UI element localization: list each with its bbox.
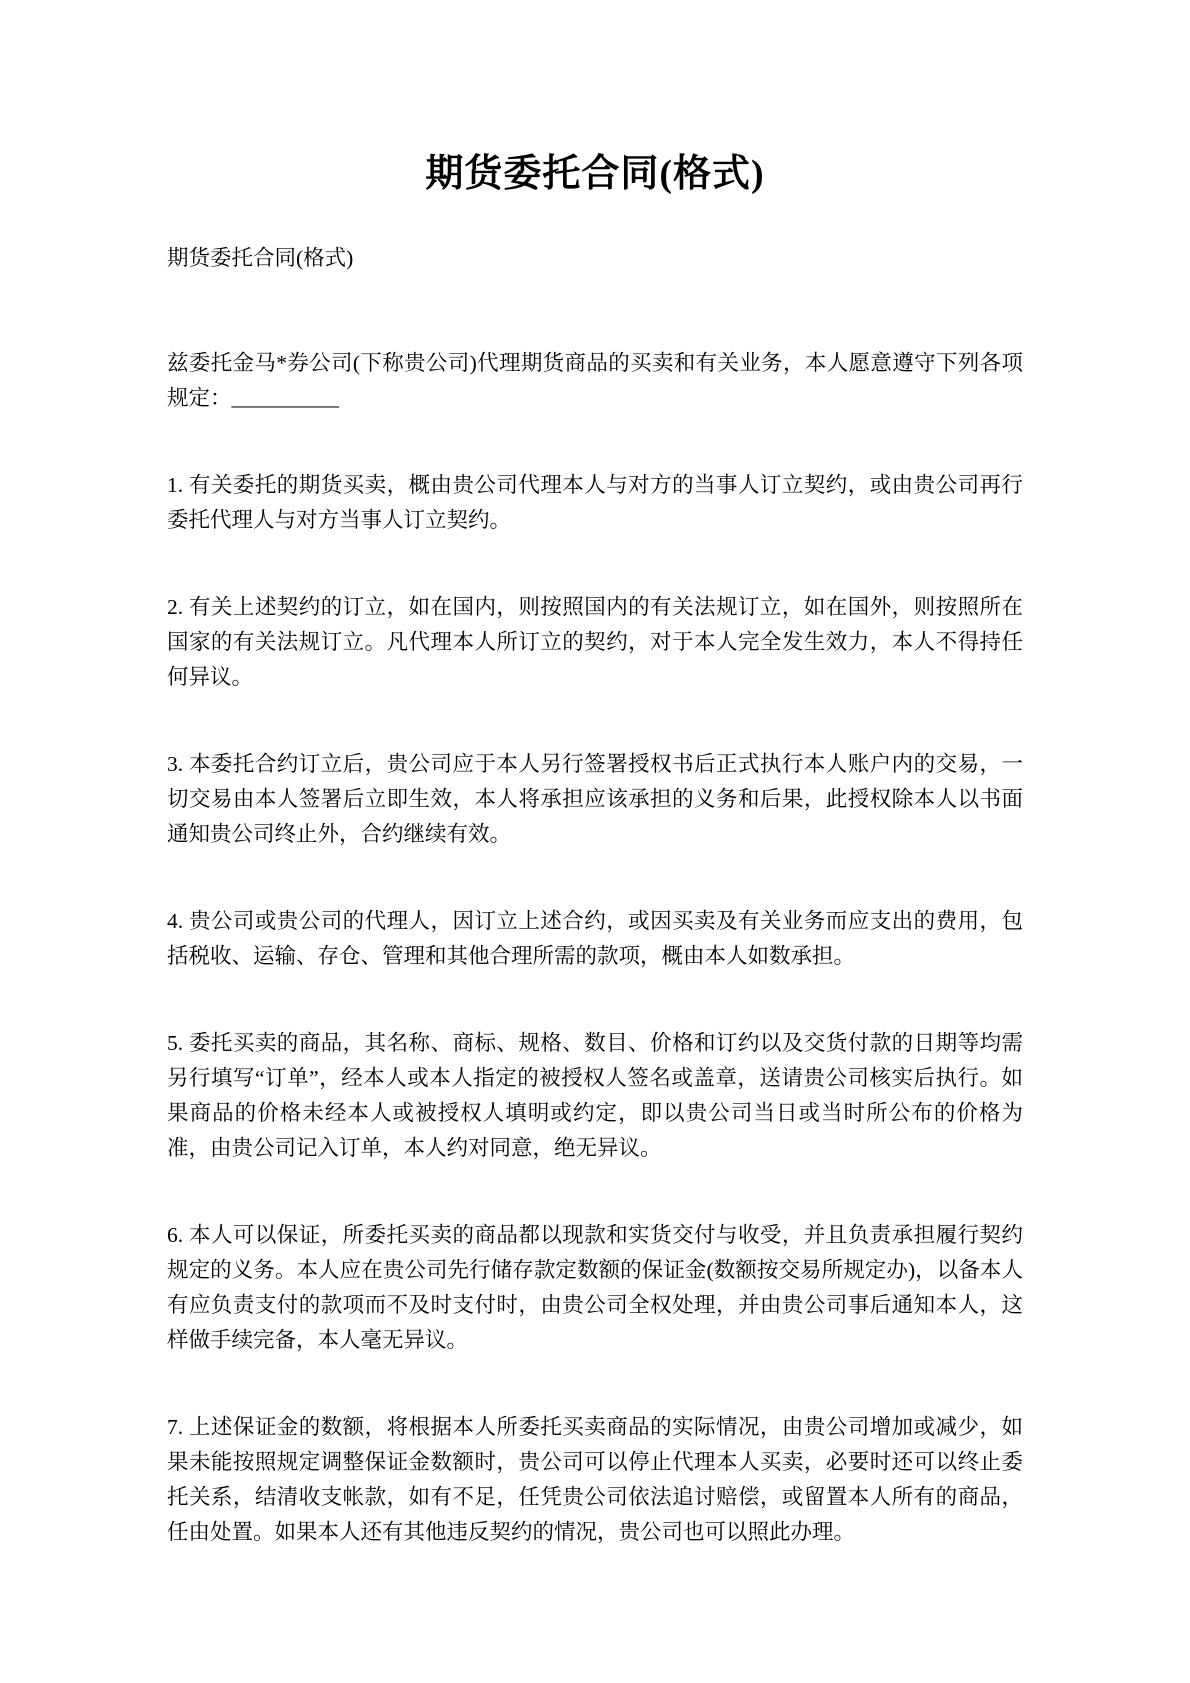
document-subtitle: 期货委托合同(格式) [167,245,354,270]
contract-paragraph-2: 1. 有关委托的期货买卖，概由贵公司代理本人与对方的当事人订立契约，或由贵公司再行委托代理人与对方当事人订立契约。 [167,472,1023,532]
contract-paragraph-7: 6. 本人可以保证，所委托买卖的商品都以现款和实货交付与收受，并且负责承担履行契约规定的义务。本人应在贵公司先行储存款定数额的保证金(数额按交易所规定办)，以备本人有应负责支付的款项而不及时支付时，由贵公司全权处理，并由贵公司事后通知本人，这样做手续完备，本人毫无异议。 [167,1222,1023,1352]
contract-paragraphs [167,346,1023,1550]
contract-paragraph-6: 5. 委托买卖的商品，其名称、商标、规格、数目、价格和订约以及交货付款的日期等均需另行填写“订单”，经本人或本人指定的被授权人签名或盖章，送请贵公司核实后执行。如果商品的价格未经本人或被授权人填明或约定，即以贵公司当日或当时所公布的价格为准，由贵公司记入订单，本人约对同意，绝无异议。 [167,1030,1023,1160]
contract-paragraph-3: 2. 有关上述契约的订立，如在国内，则按照国内的有关法规订立，如在国外，则按照所在国家的有关法规订立。凡代理本人所订立的契约，对于本人完全发生效力，本人不得持任何异议。 [167,594,1023,689]
contract-paragraph-5: 4. 贵公司或贵公司的代理人，因订立上述合约，或因买卖及有关业务而应支出的费用，包括税收、运输、存仓、管理和其他合理所需的款项，概由本人如数承担。 [167,908,1023,968]
document-title: 期货委托合同(格式) [425,153,765,195]
contract-paragraph-1: 兹委托金马*券公司(下称贵公司)代理期货商品的买卖和有关业务，本人愿意遵守下列各项规定：__________ [167,350,1023,410]
contract-paragraph-4: 3. 本委托合约订立后，贵公司应于本人另行签署授权书后正式执行本人账户内的交易，一切交易由本人签署后立即生效，本人将承担应该承担的义务和后果，此授权除本人以书面通知贵公司终止外，合约继续有效。 [167,751,1023,846]
contract-paragraph-8: 7. 上述保证金的数额，将根据本人所委托买卖商品的实际情况，由贵公司增加或减少，如果未能按照规定调整保证金数额时，贵公司可以停止代理本人买卖，必要时还可以终止委托关系，结清收支帐款，如有不足，任凭贵公司依法追讨赔偿，或留置本人所有的商品，任由处置。如果本人还有其他违反契约的情况，贵公司也可以照此办理。 [167,1414,1023,1544]
